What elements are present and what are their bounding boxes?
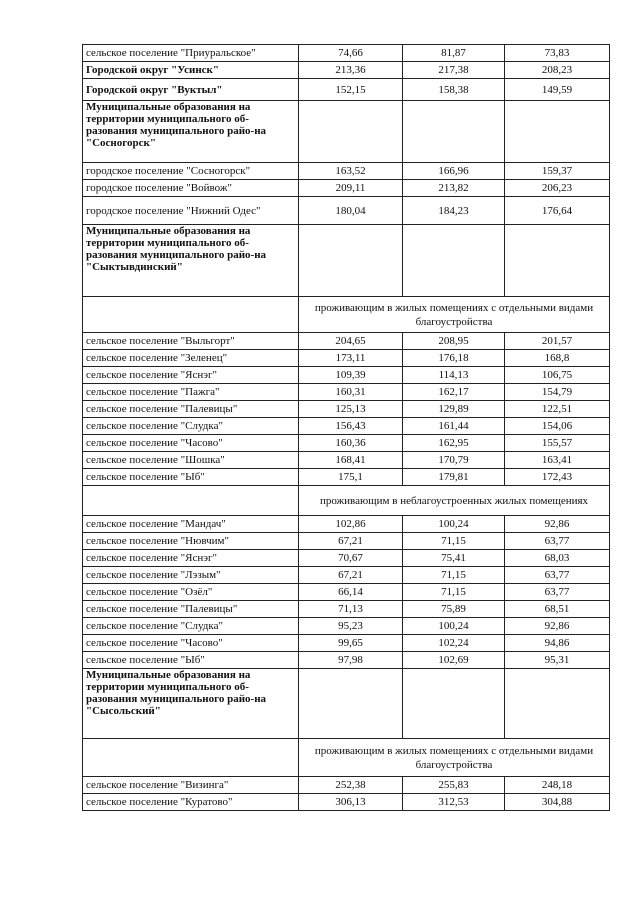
- value-cell: 66,14: [299, 584, 403, 601]
- value-cell: 106,75: [505, 367, 610, 384]
- value-cell: 63,77: [505, 584, 610, 601]
- value-cell: 179,81: [403, 469, 505, 486]
- municipality-name: сельское поселение "Яснэг": [83, 550, 299, 567]
- municipality-name: сельское поселение "Палевицы": [83, 601, 299, 618]
- value-cell: 168,41: [299, 452, 403, 469]
- value-cell: 161,44: [403, 418, 505, 435]
- value-cell: 209,11: [299, 180, 403, 197]
- municipality-name: сельское поселение "Визинга": [83, 777, 299, 794]
- value-cell: 154,06: [505, 418, 610, 435]
- value-cell: 213,36: [299, 62, 403, 79]
- table-row: [83, 601, 610, 618]
- municipality-name: сельское поселение "Мандач": [83, 516, 299, 533]
- table-row: [83, 516, 610, 533]
- table-row: [83, 79, 610, 101]
- value-cell: 155,57: [505, 435, 610, 452]
- value-cell: 63,77: [505, 533, 610, 550]
- empty-cell: [299, 101, 403, 163]
- table-row: [83, 635, 610, 652]
- table-row: [83, 418, 610, 435]
- value-cell: 217,38: [403, 62, 505, 79]
- table-row: [83, 45, 610, 62]
- empty-cell: [403, 101, 505, 163]
- empty-cell: [299, 225, 403, 297]
- municipality-name: сельское поселение "Ыб": [83, 652, 299, 669]
- empty-cell: [403, 669, 505, 739]
- value-cell: 71,15: [403, 567, 505, 584]
- table-row: [83, 197, 610, 225]
- subheader-text: проживающим в жилых помещениях с отдельными видами благоустройства: [299, 297, 610, 333]
- municipality-name: сельское поселение "Зеленец": [83, 350, 299, 367]
- table-row: [83, 367, 610, 384]
- value-cell: 162,17: [403, 384, 505, 401]
- value-cell: 252,38: [299, 777, 403, 794]
- value-cell: 204,65: [299, 333, 403, 350]
- table-row: [83, 401, 610, 418]
- subheader-row: [83, 739, 610, 777]
- value-cell: 162,95: [403, 435, 505, 452]
- municipality-name: сельское поселение "Озёл": [83, 584, 299, 601]
- table-row: [83, 550, 610, 567]
- table-row: [83, 163, 610, 180]
- value-cell: 255,83: [403, 777, 505, 794]
- municipality-name: сельское поселение "Палевицы": [83, 401, 299, 418]
- table-row: [83, 180, 610, 197]
- empty-cell: [83, 297, 299, 333]
- value-cell: 75,41: [403, 550, 505, 567]
- value-cell: 75,89: [403, 601, 505, 618]
- municipality-name: сельское поселение "Слудка": [83, 618, 299, 635]
- value-cell: 168,8: [505, 350, 610, 367]
- value-cell: 81,87: [403, 45, 505, 62]
- value-cell: 102,86: [299, 516, 403, 533]
- value-cell: 125,13: [299, 401, 403, 418]
- value-cell: 158,38: [403, 79, 505, 101]
- municipality-name: городское поселение "Сосногорск": [83, 163, 299, 180]
- value-cell: 71,15: [403, 533, 505, 550]
- value-cell: 159,37: [505, 163, 610, 180]
- value-cell: 201,57: [505, 333, 610, 350]
- empty-cell: [83, 486, 299, 516]
- value-cell: 67,21: [299, 567, 403, 584]
- municipality-name: сельское поселение "Лэзым": [83, 567, 299, 584]
- table-row: [83, 533, 610, 550]
- table-row: [83, 350, 610, 367]
- table-row: [83, 469, 610, 486]
- value-cell: 97,98: [299, 652, 403, 669]
- value-cell: 175,1: [299, 469, 403, 486]
- subheader-text: проживающим в жилых помещениях с отдельными видами благоустройства: [299, 739, 610, 777]
- value-cell: 102,69: [403, 652, 505, 669]
- table-row: [83, 618, 610, 635]
- value-cell: 63,77: [505, 567, 610, 584]
- value-cell: 149,59: [505, 79, 610, 101]
- value-cell: 94,86: [505, 635, 610, 652]
- value-cell: 154,79: [505, 384, 610, 401]
- value-cell: 166,96: [403, 163, 505, 180]
- municipality-name: городское поселение "Нижний Одес": [83, 197, 299, 225]
- municipality-name: сельское поселение "Ыб": [83, 469, 299, 486]
- group-title: Муниципальные образования на территории муниципального об-разования муниципального райо-на "Сосногорск": [83, 101, 299, 163]
- value-cell: 172,43: [505, 469, 610, 486]
- value-cell: 70,67: [299, 550, 403, 567]
- value-cell: 248,18: [505, 777, 610, 794]
- group-title: Муниципальные образования на территории муниципального об-разования муниципального райо-на "Сысольский": [83, 669, 299, 739]
- value-cell: 304,88: [505, 794, 610, 811]
- empty-cell: [505, 101, 610, 163]
- subheader-row: [83, 486, 610, 516]
- group-header-row: [83, 669, 610, 739]
- value-cell: 95,31: [505, 652, 610, 669]
- empty-cell: [505, 669, 610, 739]
- value-cell: 160,31: [299, 384, 403, 401]
- table-row: [83, 794, 610, 811]
- municipality-name: сельское поселение "Приуральское": [83, 45, 299, 62]
- group-header-row: [83, 225, 610, 297]
- group-title: Муниципальные образования на территории муниципального об-разования муниципального райо-на "Сыктывдинский": [83, 225, 299, 297]
- value-cell: 170,79: [403, 452, 505, 469]
- value-cell: 206,23: [505, 180, 610, 197]
- municipality-name: Городской округ "Усинск": [83, 62, 299, 79]
- municipality-name: сельское поселение "Слудка": [83, 418, 299, 435]
- municipality-name: сельское поселение "Яснэг": [83, 367, 299, 384]
- table-row: [83, 567, 610, 584]
- municipality-name: сельское поселение "Часово": [83, 635, 299, 652]
- table-row: [83, 652, 610, 669]
- value-cell: 109,39: [299, 367, 403, 384]
- value-cell: 160,36: [299, 435, 403, 452]
- value-cell: 71,15: [403, 584, 505, 601]
- empty-cell: [299, 669, 403, 739]
- value-cell: 156,43: [299, 418, 403, 435]
- empty-cell: [83, 739, 299, 777]
- municipality-name: Городской округ "Вуктыл": [83, 79, 299, 101]
- value-cell: 114,13: [403, 367, 505, 384]
- value-cell: 163,41: [505, 452, 610, 469]
- municipality-name: сельское поселение "Пажга": [83, 384, 299, 401]
- value-cell: 71,13: [299, 601, 403, 618]
- value-cell: 68,03: [505, 550, 610, 567]
- value-cell: 129,89: [403, 401, 505, 418]
- value-cell: 176,64: [505, 197, 610, 225]
- value-cell: 213,82: [403, 180, 505, 197]
- value-cell: 208,23: [505, 62, 610, 79]
- subheader-row: [83, 297, 610, 333]
- value-cell: 173,11: [299, 350, 403, 367]
- value-cell: 312,53: [403, 794, 505, 811]
- empty-cell: [403, 225, 505, 297]
- table-row: [83, 384, 610, 401]
- municipality-name: сельское поселение "Часово": [83, 435, 299, 452]
- value-cell: 100,24: [403, 516, 505, 533]
- value-cell: 67,21: [299, 533, 403, 550]
- table-row: [83, 777, 610, 794]
- value-cell: 73,83: [505, 45, 610, 62]
- value-cell: 92,86: [505, 618, 610, 635]
- value-cell: 306,13: [299, 794, 403, 811]
- table-row: [83, 333, 610, 350]
- value-cell: 74,66: [299, 45, 403, 62]
- municipality-name: городское поселение "Войвож": [83, 180, 299, 197]
- group-header-row: [83, 101, 610, 163]
- tariff-table: [82, 44, 610, 811]
- value-cell: 102,24: [403, 635, 505, 652]
- value-cell: 176,18: [403, 350, 505, 367]
- table-row: [83, 435, 610, 452]
- value-cell: 163,52: [299, 163, 403, 180]
- value-cell: 99,65: [299, 635, 403, 652]
- municipality-name: сельское поселение "Шошка": [83, 452, 299, 469]
- table-row: [83, 62, 610, 79]
- municipality-name: сельское поселение "Нювчим": [83, 533, 299, 550]
- value-cell: 184,23: [403, 197, 505, 225]
- value-cell: 68,51: [505, 601, 610, 618]
- subheader-text: проживающим в неблагоустроенных жилых помещениях: [299, 486, 610, 516]
- municipality-name: сельское поселение "Куратово": [83, 794, 299, 811]
- table-row: [83, 452, 610, 469]
- value-cell: 208,95: [403, 333, 505, 350]
- value-cell: 92,86: [505, 516, 610, 533]
- value-cell: 180,04: [299, 197, 403, 225]
- value-cell: 95,23: [299, 618, 403, 635]
- value-cell: 100,24: [403, 618, 505, 635]
- municipality-name: сельское поселение "Выльгорт": [83, 333, 299, 350]
- value-cell: 152,15: [299, 79, 403, 101]
- value-cell: 122,51: [505, 401, 610, 418]
- empty-cell: [505, 225, 610, 297]
- table-row: [83, 584, 610, 601]
